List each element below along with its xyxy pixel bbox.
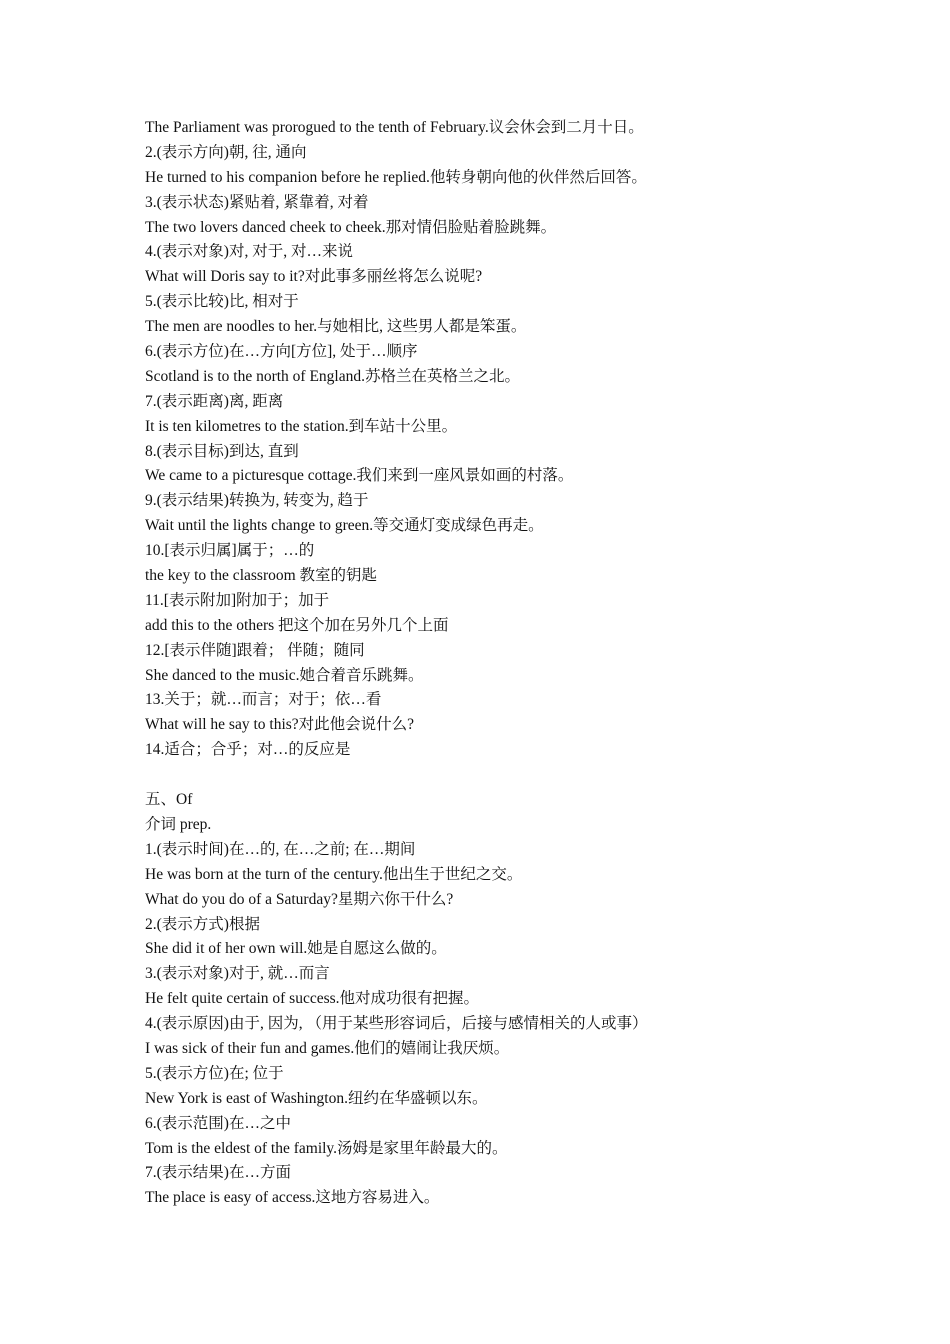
text-line: 10.[表示归属]属于；…的 (145, 542, 315, 560)
text-line: The Parliament was prorogued to the tenth of February.议会休会到二月十日。 (145, 119, 644, 136)
text-line: 3.(表示状态)紧贴着, 紧靠着, 对着 (145, 193, 369, 211)
text-line: 12.[表示伴随]跟着； 伴随；随同 (145, 641, 365, 659)
text-line: 6.(表示范围)在…之中 (145, 1114, 291, 1132)
text-line: She did it of her own will.她是自愿这么做的。 (145, 940, 447, 958)
text-line: 8.(表示目标)到达, 直到 (145, 442, 299, 460)
text-line: 介词 prep. (145, 815, 212, 833)
text-line: 4.(表示对象)对, 对于, 对…来说 (145, 243, 353, 261)
text-line: The place is easy of access.这地方容易进入。 (145, 1189, 440, 1207)
text-line: I was sick of their fun and games.他们的嬉闹让我厌烦。 (145, 1039, 510, 1057)
text-line: New York is east of Washington.纽约在华盛顿以东。 (145, 1089, 488, 1107)
text-line: 9.(表示结果)转换为, 转变为, 趋于 (145, 492, 369, 510)
text-line: 11.[表示附加]附加于；加于 (145, 591, 330, 609)
text-line: 2.(表示方向)朝, 往, 通向 (145, 143, 307, 161)
text-line: She danced to the music.她合着音乐跳舞。 (145, 666, 424, 684)
text-line: 6.(表示方位)在…方向[方位], 处于…顺序 (145, 343, 418, 361)
text-line: 7.(表示距离)离, 距离 (145, 392, 284, 410)
text-line: We came to a picturesque cottage.我们来到一座风景如画的村落。 (145, 467, 574, 485)
text-line: add this to the others 把这个加在另外几个上面 (145, 616, 449, 634)
text-line: 4.(表示原因)由于, 因为, （用于某些形容词后，后接与感情相关的人或事） (145, 1015, 648, 1033)
text-line: 3.(表示对象)对于, 就…而言 (145, 965, 330, 983)
text-line: He turned to his companion before he replied.他转身朝向他的伙伴然后回答。 (145, 168, 647, 186)
text-line: 13.关于；就…而言；对于；依…看 (145, 691, 382, 709)
text-line: 7.(表示结果)在…方面 (145, 1164, 291, 1182)
section-heading: 五、Of (145, 791, 193, 809)
text-line: What will Doris say to it?对此事多丽丝将怎么说呢? (145, 268, 483, 286)
text-line: What will he say to this?对此他会说什么? (145, 716, 415, 734)
text-line: 5.(表示比较)比, 相对于 (145, 293, 299, 311)
text-line: The men are noodles to her.与她相比, 这些男人都是笨蛋。 (145, 318, 527, 336)
text-line: He felt quite certain of success.他对成功很有把握。 (145, 990, 480, 1008)
text-line: Tom is the eldest of the family.汤姆是家里年龄最大的。 (145, 1139, 508, 1157)
text-line: 5.(表示方位)在; 位于 (145, 1064, 284, 1082)
blank-line (145, 763, 865, 788)
text-line: 1.(表示时间)在…的, 在…之前; 在…期间 (145, 840, 416, 858)
text-line: What do you do of a Saturday?星期六你干什么? (145, 890, 454, 908)
text-line: Scotland is to the north of England.苏格兰在英格兰之北。 (145, 367, 520, 385)
text-line: the key to the classroom 教室的钥匙 (145, 567, 378, 585)
text-line: 2.(表示方式)根据 (145, 915, 260, 933)
text-line: The two lovers danced cheek to cheek.那对情侣脸贴着脸跳舞。 (145, 218, 557, 236)
text-line: 14.适合；合乎；对…的反应是 (145, 741, 351, 759)
text-line: It is ten kilometres to the station.到车站十公里。 (145, 417, 458, 435)
document-body (145, 116, 865, 1211)
text-line: He was born at the turn of the century.他出生于世纪之交。 (145, 865, 523, 883)
text-line: Wait until the lights change to green.等交通灯变成绿色再走。 (145, 517, 544, 535)
